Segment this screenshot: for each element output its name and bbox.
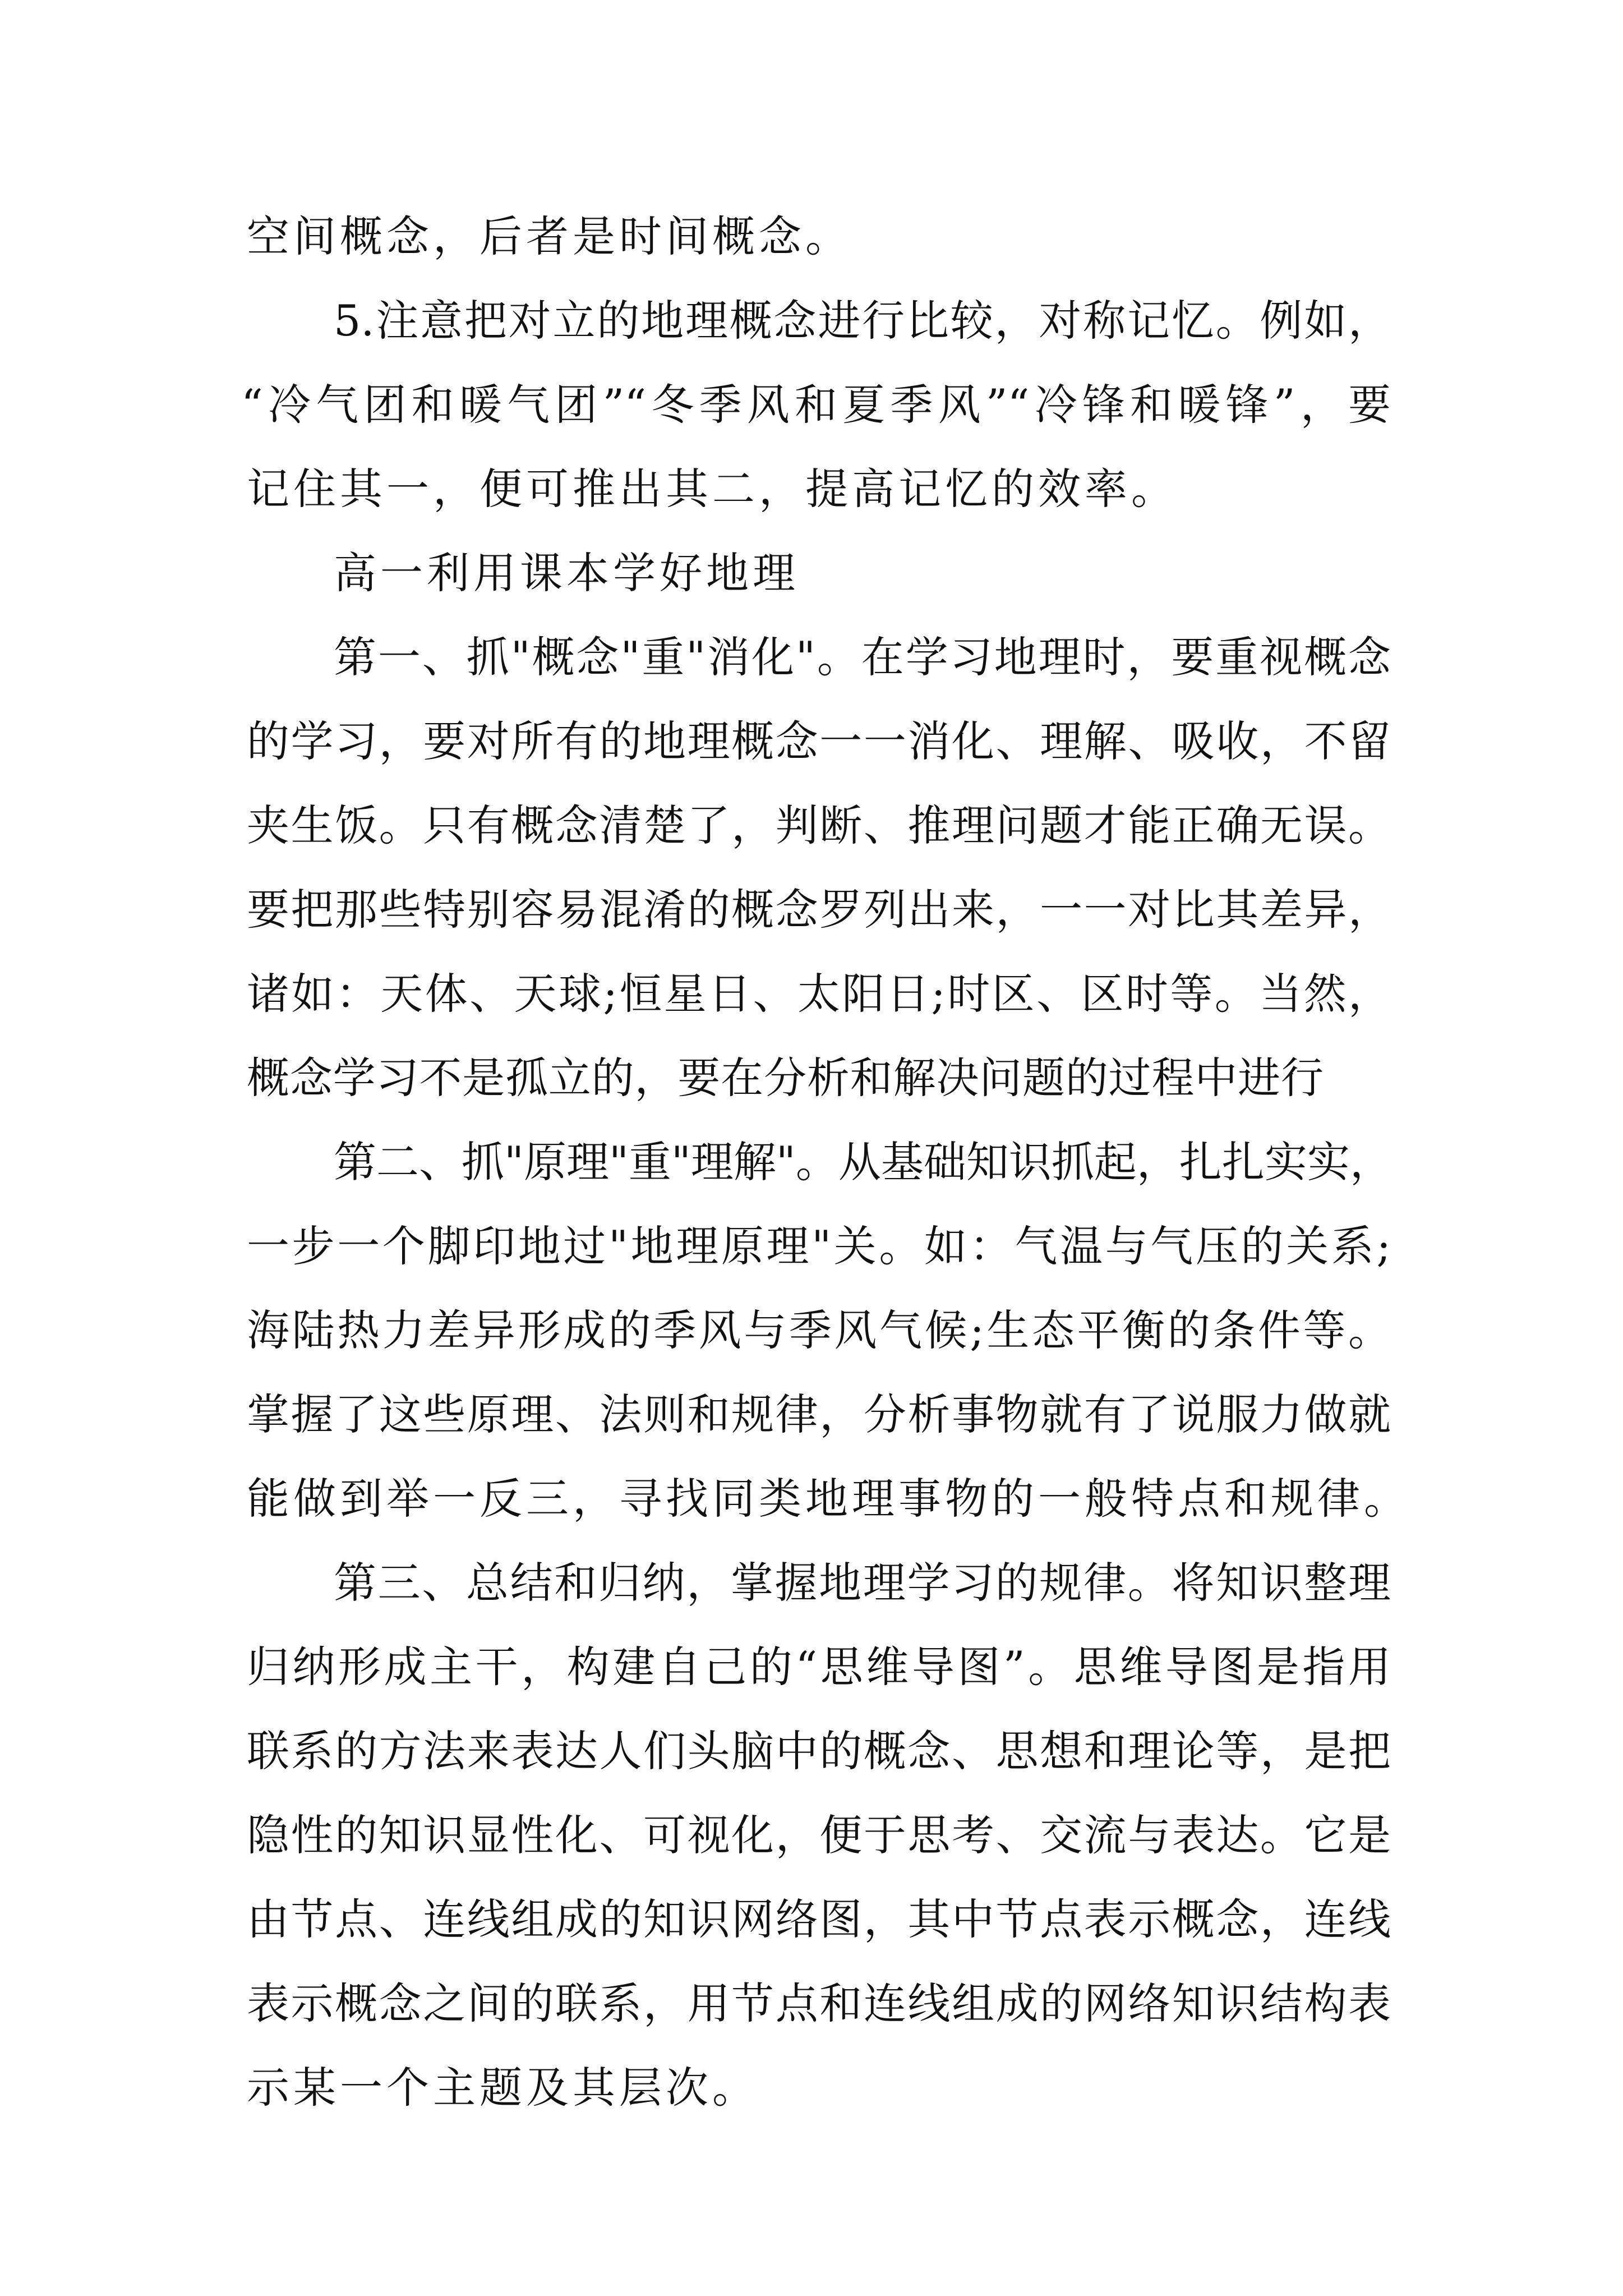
text-line: 第二、抓"原理"重"理解"。从基础知识抓起，扎扎实实， xyxy=(334,1137,1393,1187)
text-line: 一步一个脚印地过"地理原理"关。如：气温与气压的关系; xyxy=(247,1221,1391,1271)
text-line: 表示概念之间的联系，用节点和连线组成的网络知识结构表 xyxy=(247,1978,1391,2028)
text-line: 能做到举一反三，寻找同类地理事物的一般特点和规律。 xyxy=(247,1474,1410,1524)
text-line: “冷气团和暖气团”“冬季风和夏季风”“冷锋和暖锋”，要 xyxy=(241,380,1391,430)
text-line: 概念学习不是孤立的，要在分析和解决问题的过程中进行 xyxy=(247,1053,1324,1103)
text-line: 由节点、连线组成的知识网络图，其中节点表示概念，连线 xyxy=(247,1894,1391,1944)
text-line: 空间概念，后者是时间概念。 xyxy=(247,211,852,261)
text-line: 的学习，要对所有的地理概念一一消化、理解、吸收，不留 xyxy=(247,716,1391,766)
text-line: 记住其一，便可推出其二，提高记忆的效率。 xyxy=(247,464,1178,514)
text-line: 第三、总结和归纳，掌握地理学习的规律。将知识整理 xyxy=(334,1558,1391,1608)
text-line: 要把那些特别容易混淆的概念罗列出来，一一对比其差异， xyxy=(247,885,1391,935)
text-line: 诸如：天体、天球;恒星日、太阳日;时区、区时等。当然， xyxy=(247,969,1391,1019)
text-line: 联系的方法来表达人们头脑中的概念、思想和理论等，是把 xyxy=(247,1726,1391,1776)
text-line: 第一、抓"概念"重"消化"。在学习地理时，要重视概念 xyxy=(334,632,1391,682)
text-line: 海陆热力差异形成的季风与季风气候;生态平衡的条件等。 xyxy=(247,1305,1391,1355)
text-line: 夹生饭。只有概念清楚了，判断、推理问题才能正确无误。 xyxy=(247,800,1391,850)
text-line: 归纳形成主干，构建自己的“思维导图”。思维导图是指用 xyxy=(247,1642,1391,1692)
section-heading: 高一利用课本学好地理 xyxy=(334,548,799,598)
text-line: 5.注意把对立的地理概念进行比较，对称记忆。例如， xyxy=(334,296,1391,346)
text-line: 隐性的知识显性化、可视化，便于思考、交流与表达。它是 xyxy=(247,1810,1391,1860)
text-line: 掌握了这些原理、法则和规律，分析事物就有了说服力做就 xyxy=(247,1389,1391,1439)
text-line: 示某一个主题及其层次。 xyxy=(247,2063,759,2113)
